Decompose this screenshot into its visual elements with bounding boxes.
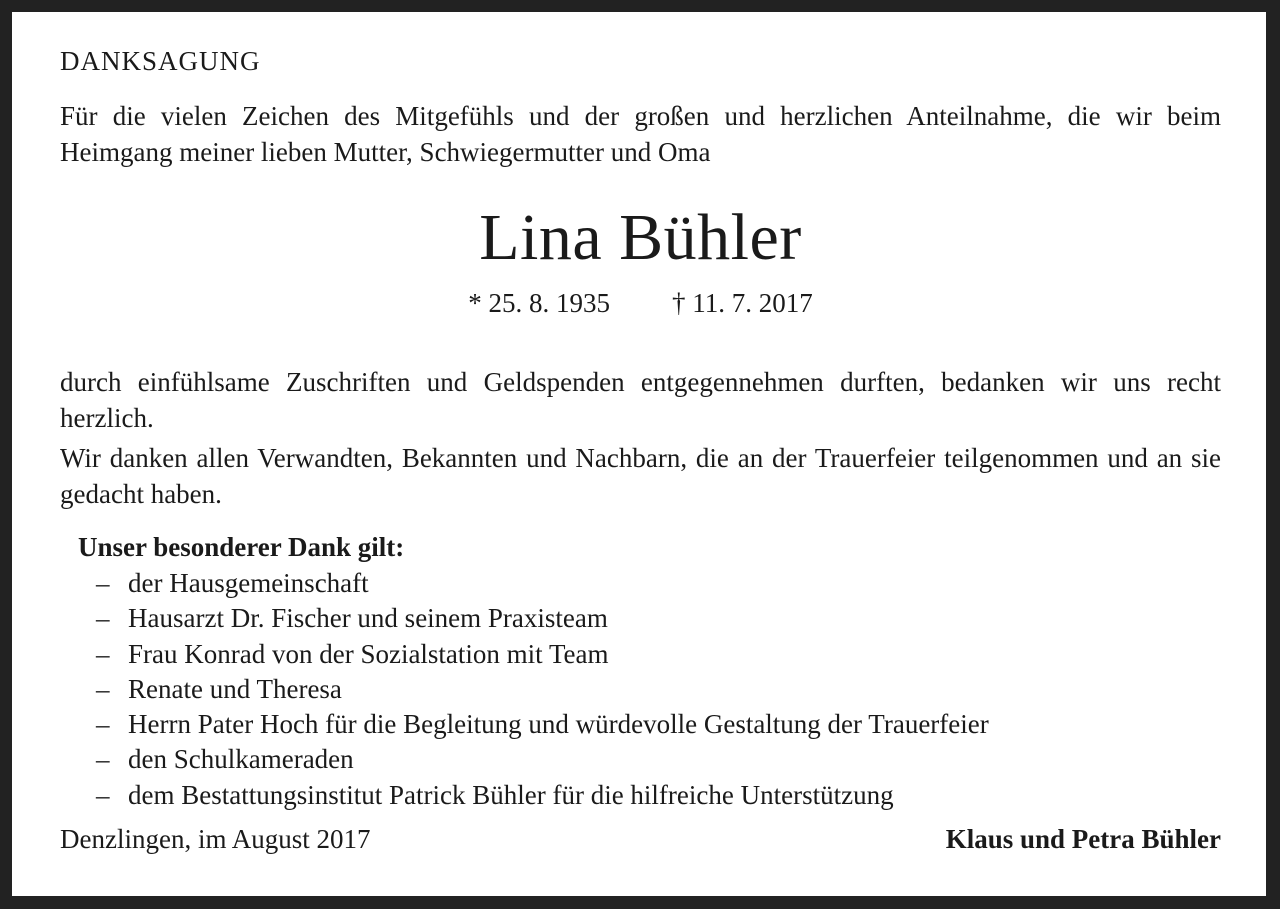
list-item: – Herrn Pater Hoch für die Begleitung und würdevolle Gestaltung der Trauerfeier	[96, 707, 989, 742]
list-item: – Hausarzt Dr. Fischer und seinem Praxisteam	[96, 601, 989, 636]
dash: –	[96, 603, 110, 634]
birth-date: * 25. 8. 1935	[468, 288, 610, 318]
intro-paragraph: Für die vielen Zeichen des Mitgefühls und der großen und herzlichen Anteilnahme, die wir beim Heimgang meiner lieben Mutter, Schwiegermutter und Oma	[60, 101, 1221, 167]
deceased-name: Lina Bühler	[479, 201, 802, 274]
dash: –	[96, 568, 110, 598]
special-thanks-title: Unser besonderer Dank gilt:	[78, 532, 405, 562]
list-item: – Renate und Theresa	[96, 672, 989, 707]
place-date: Denzlingen, im August 2017	[60, 824, 371, 854]
list-item: – Frau Konrad von der Sozialstation mit Team	[96, 637, 989, 672]
list-item: – dem Bestattungsinstitut Patrick Bühler für die hilfreiche Unterstützung	[96, 778, 989, 813]
dash: –	[96, 638, 110, 669]
dash: –	[96, 779, 110, 810]
death-date: † 11. 7. 2017	[672, 288, 813, 318]
list-item: – den Schulkameraden	[96, 742, 989, 777]
dash: –	[96, 744, 110, 775]
heading: DANKSAGUNG	[60, 46, 261, 76]
thanks-paragraph-2: Wir danken allen Verwandten, Bekannten und Nachbarn, die an der Trauerfeier teilgenommen und an sie gedacht haben.	[60, 443, 1221, 509]
obituary-card	[12, 12, 1266, 896]
list-item: – der Hausgemeinschaft	[96, 566, 989, 601]
life-dates	[60, 288, 1221, 319]
dash: –	[96, 709, 110, 740]
special-thanks-list	[96, 566, 989, 813]
dash: –	[96, 673, 110, 704]
signature: Klaus und Petra Bühler	[945, 824, 1221, 854]
thanks-paragraph-1: durch einfühlsame Zuschriften und Geldspenden entgegennehmen durften, bedanken wir uns recht herzlich.	[60, 367, 1221, 433]
